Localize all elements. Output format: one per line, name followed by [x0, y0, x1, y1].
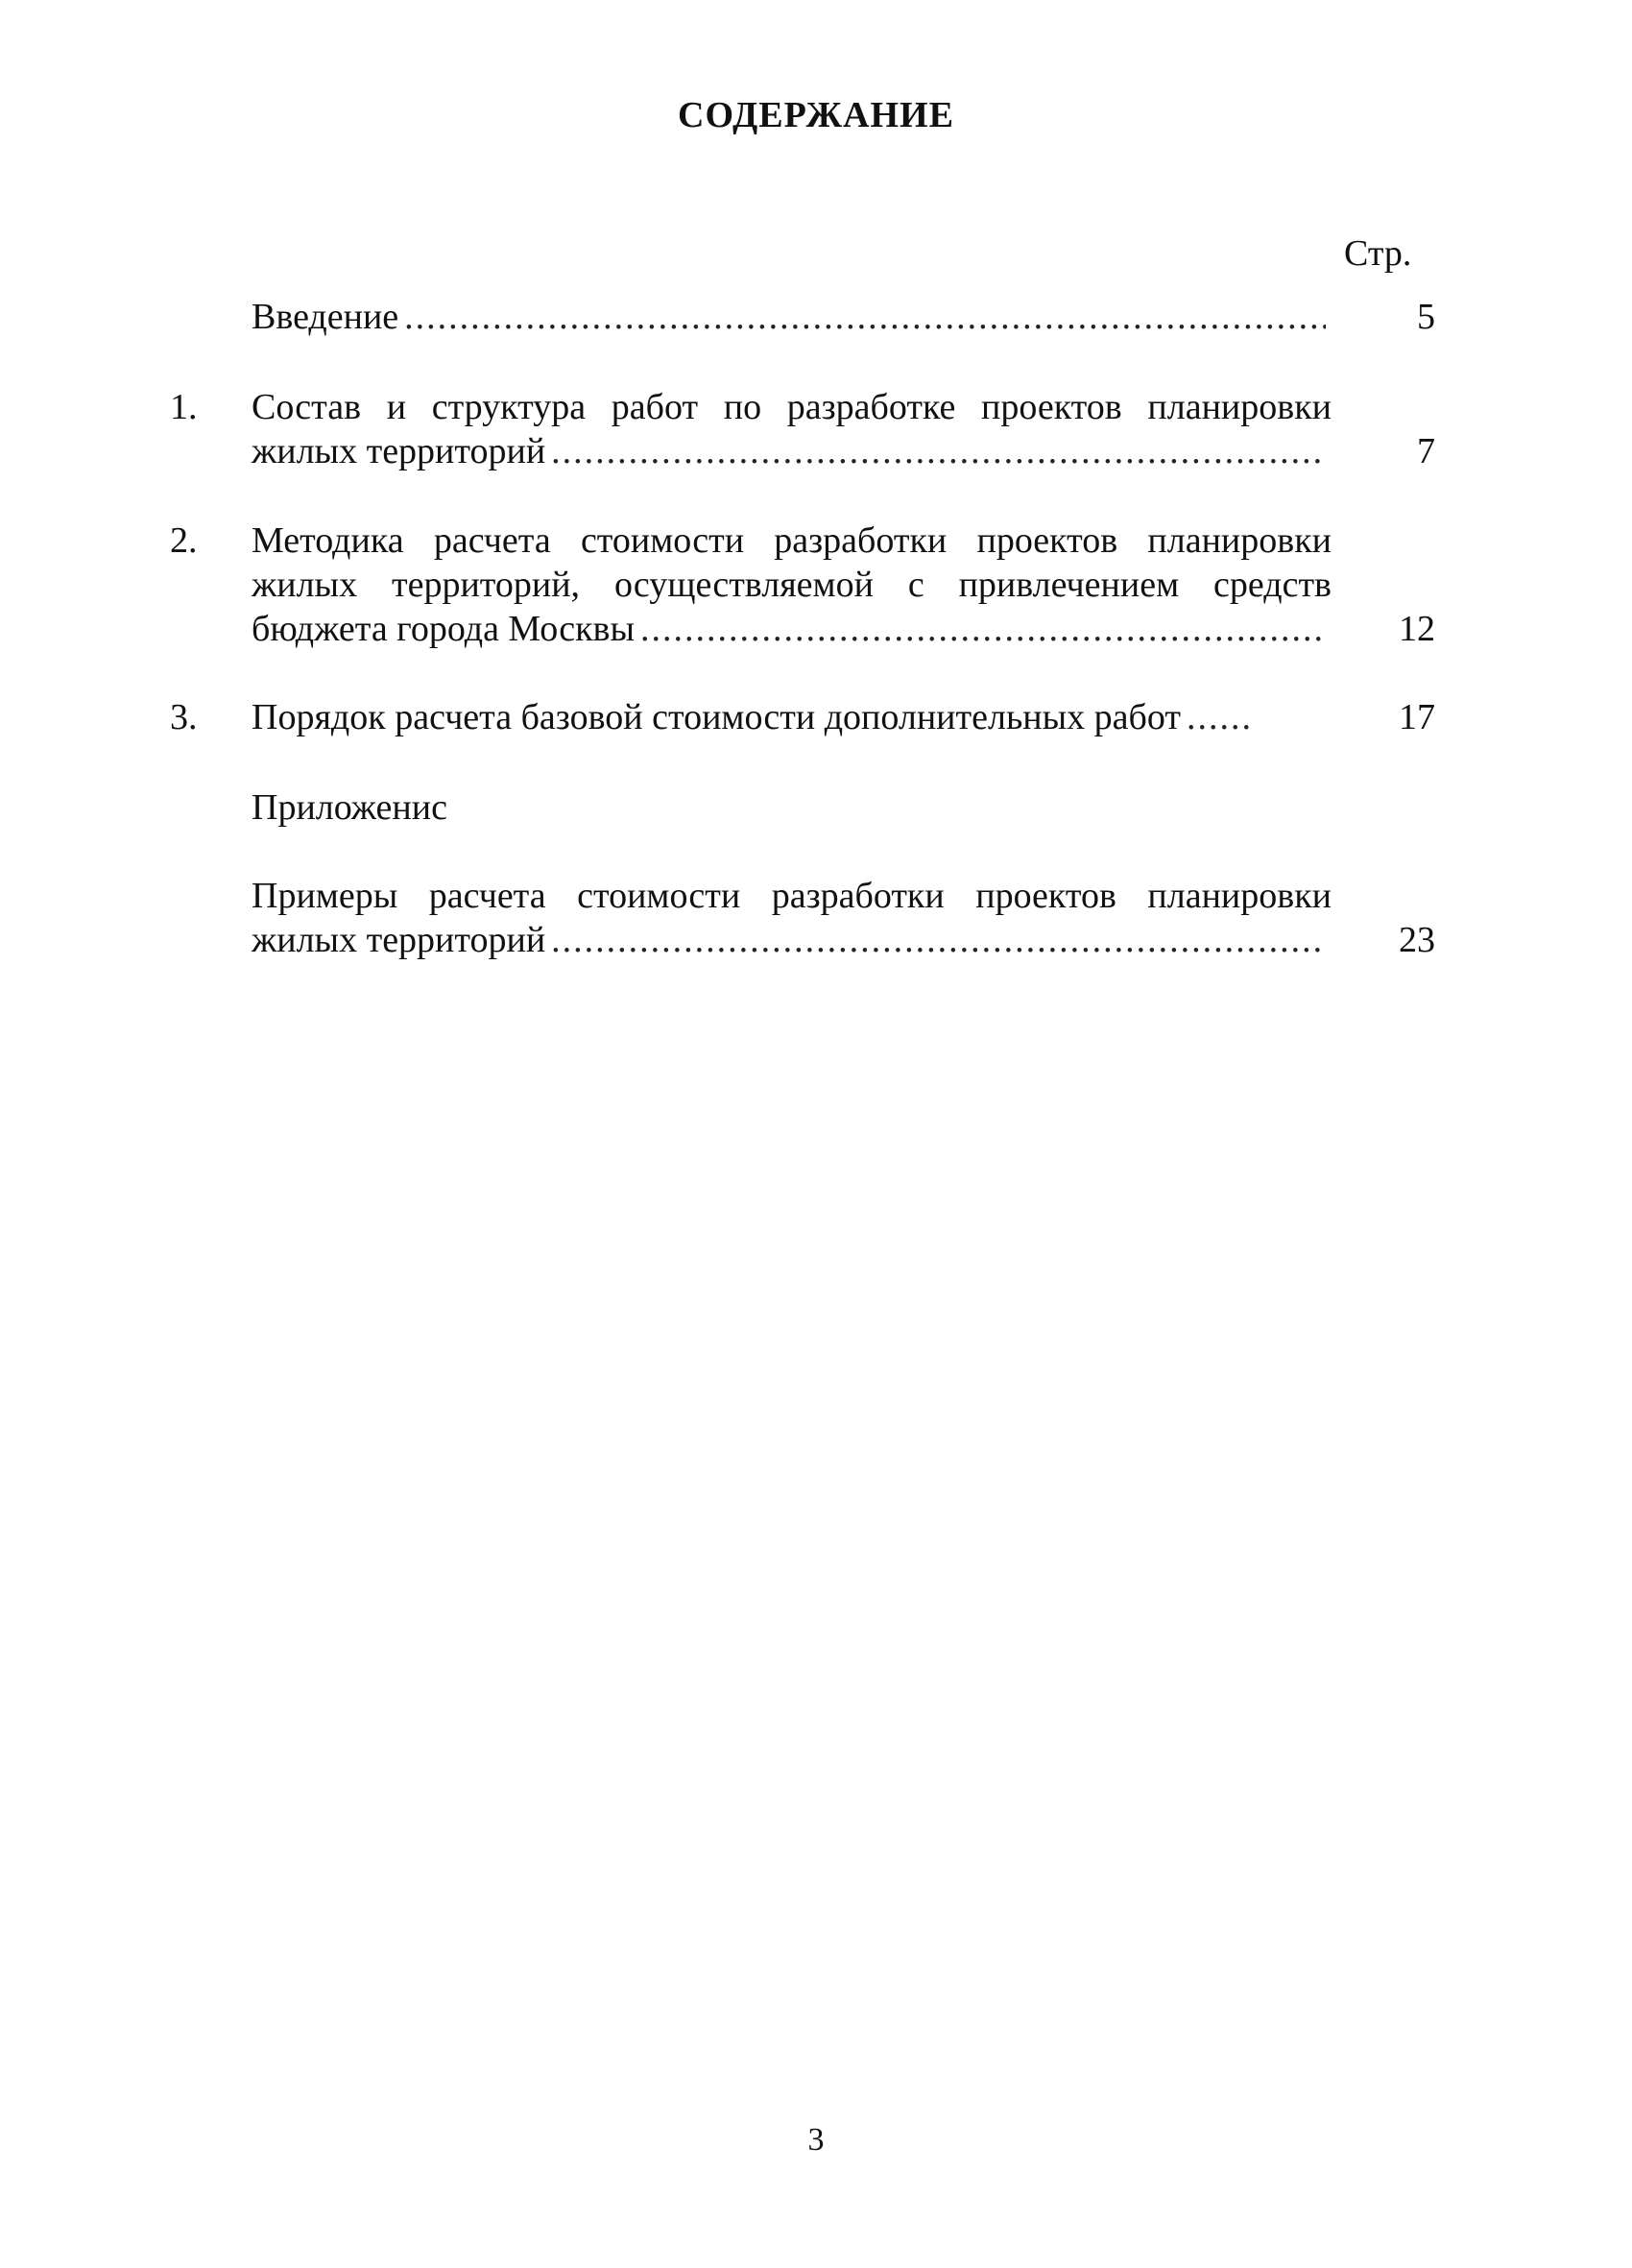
toc-entry-line: жилых территорий ..... [252, 429, 1332, 473]
page-number: 3 [807, 2122, 825, 2158]
dot-leader [1187, 695, 1254, 739]
toc-entry-number: 3. [170, 697, 198, 737]
toc-entry-page: 5 [1417, 297, 1435, 337]
toc-entry-line: Приложенис [252, 787, 447, 828]
toc-entry-number: 1. [170, 387, 198, 427]
toc-entry-line: Примеры расчета стоимости разработки проектов планировки [252, 876, 1332, 916]
page-title: СОДЕРЖАНИЕ [678, 95, 954, 135]
toc-entry-line: жилых территорий, осуществляемой с привлечением средств [252, 565, 1332, 605]
toc-entry-number: 2. [170, 520, 198, 561]
toc-entry-line: Состав и структура работ по разработке проектов планировки [252, 387, 1332, 427]
dot-leader [551, 429, 1326, 473]
toc-entry-line: жилых территорий ..... [252, 918, 1332, 962]
toc-entry-page: 23 [1399, 920, 1435, 960]
toc-entry-line: Методика расчета стоимости разработки проектов планировки [252, 520, 1332, 561]
toc-entry-page: 12 [1399, 609, 1435, 649]
dot-leader [640, 607, 1326, 651]
dot-leader [404, 295, 1326, 339]
dot-leader [551, 918, 1326, 962]
toc-entry-line: бюджета города Москвы ..... [252, 607, 1332, 651]
toc-entry-line: Введение ..... [252, 295, 1332, 339]
toc-entry-line: Порядок расчета базовой стоимости дополнительных работ ..... [252, 695, 1332, 739]
toc-entry-page: 7 [1417, 431, 1435, 471]
toc-entry-page: 17 [1399, 697, 1435, 737]
page-column-label: Стр. [1344, 233, 1412, 274]
